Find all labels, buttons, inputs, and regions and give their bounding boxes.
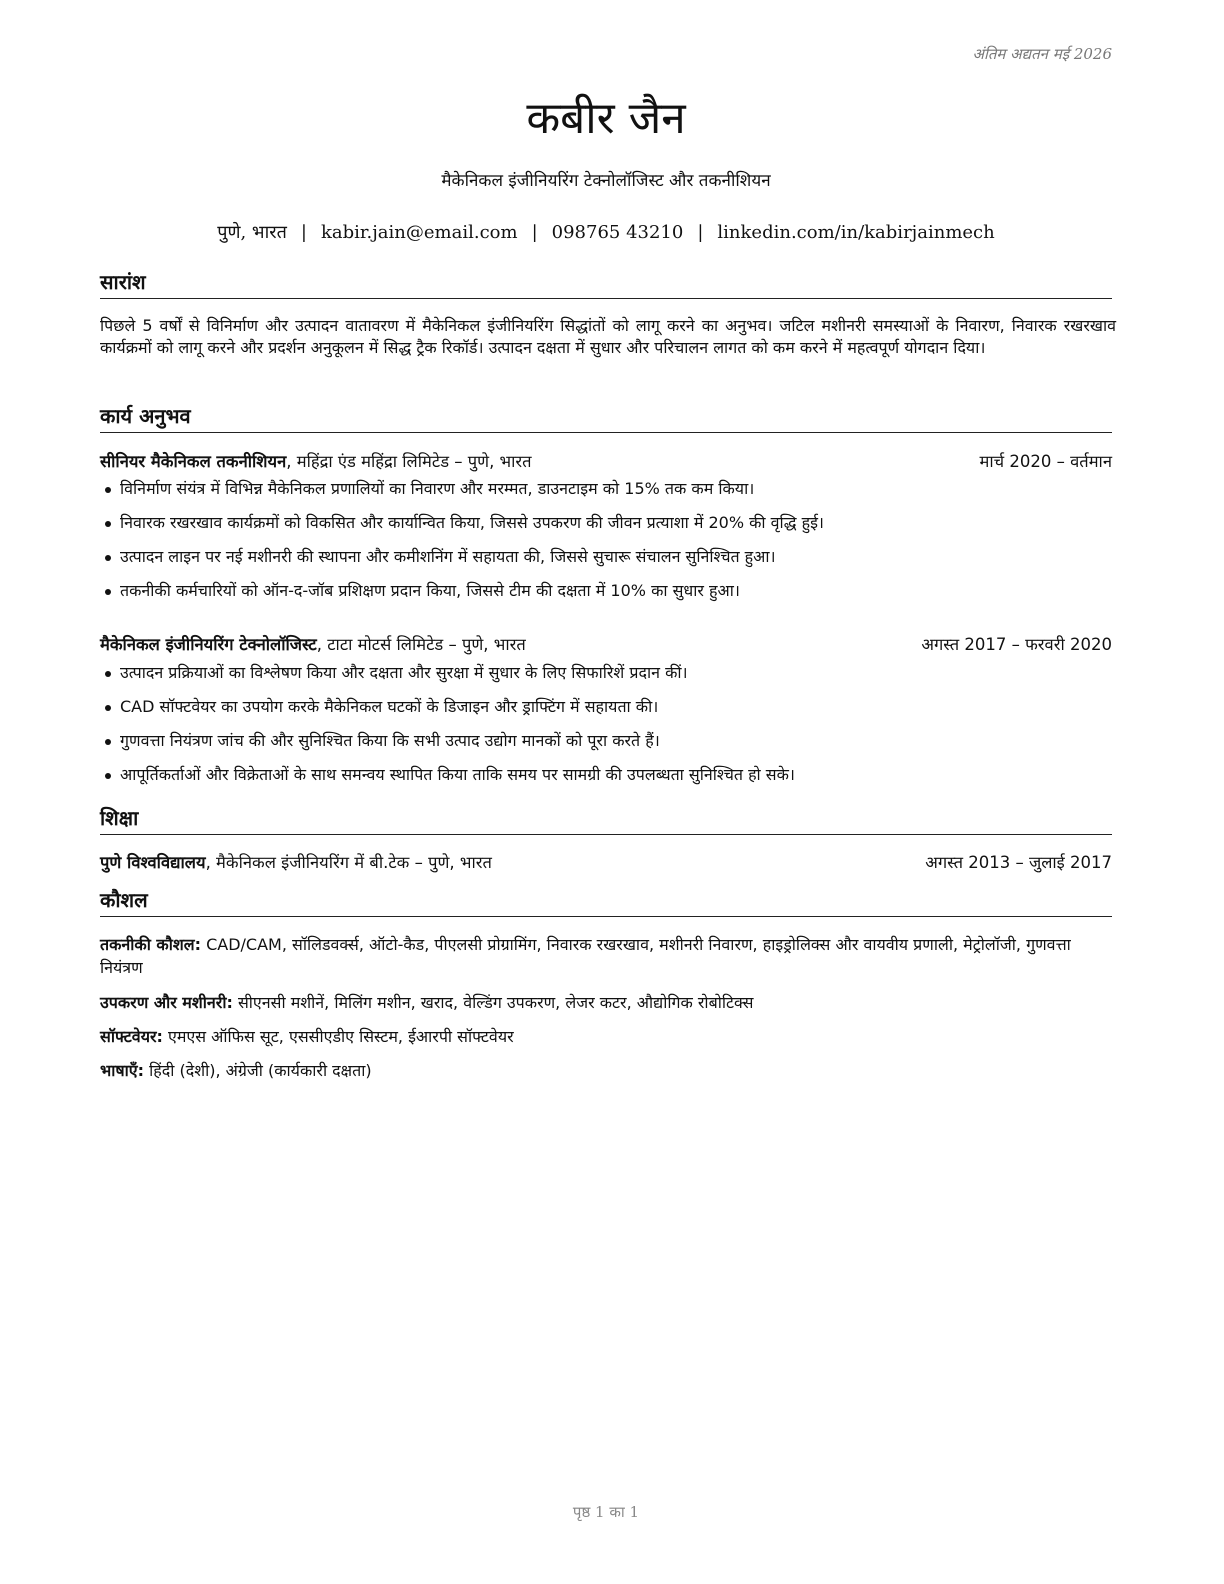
list-item — [100, 764, 1112, 798]
skill-value: CAD/CAM, सॉलिडवर्क्स, ऑटो-कैड, पीएलसी प्रोग्रामिंग, निवारक रखरखाव, मशीनरी निवारण, हाइड्रोलिक्स और वायवीय प्रणाली, मेट्रोलॉजी, गुणवत्ता नियंत्रण — [100, 935, 1071, 977]
skill-label: भाषाएँ: — [100, 1061, 145, 1080]
contact-line — [100, 220, 1112, 244]
bullet-text: निवारक रखरखाव कार्यक्रमों को विकसित और कार्यान्वित किया, जिससे उपकरण की जीवन प्रत्याशा में 20% की वृद्धि हुई। — [120, 513, 824, 532]
skill-value: सीएनसी मशीनें, मिलिंग मशीन, खराद, वेल्डिंग उपकरण, लेजर कटर, औद्योगिक रोबोटिक्स — [232, 993, 754, 1012]
list-item — [100, 478, 1112, 512]
skill-row — [100, 1025, 1116, 1048]
contact-separator: | — [531, 222, 538, 243]
contact-location: पुणे, भारत — [217, 222, 287, 243]
bullet-dot — [105, 555, 111, 561]
job-bullets — [100, 478, 1112, 614]
job-role: सीनियर मैकेनिकल तकनीशियन — [100, 452, 287, 471]
bullet-text: तकनीकी कर्मचारियों को ऑन-द-जॉब प्रशिक्षण प्रदान किया, जिससे टीम की दक्षता में 10% का सुधार हुआ। — [120, 581, 740, 600]
page-number: पृष्ठ 1 का 1 — [572, 1503, 640, 1521]
education-dates: अगस्त 2013 – जुलाई 2017 — [925, 853, 1112, 872]
bullet-text: उत्पादन प्रक्रियाओं का विश्लेषण किया और दक्षता और सुरक्षा में सुधार के लिए सिफारिशें प्रदान कीं। — [120, 663, 688, 682]
list-item — [100, 696, 1112, 730]
list-item — [100, 546, 1112, 580]
bullet-text: विनिर्माण संयंत्र में विभिन्न मैकेनिकल प्रणालियों का निवारण और मरम्मत, डाउनटाइम को 15% तक कम किया। — [120, 479, 755, 498]
bullet-text: CAD सॉफ्टवेयर का उपयोग करके मैकेनिकल घटकों के डिजाइन और ड्राफ्टिंग में सहायता की। — [120, 697, 659, 716]
contact-phone: 098765 43210 — [551, 222, 684, 243]
job-company: , महिंद्रा एंड महिंद्रा लिमिटेड – पुणे, भारत — [286, 452, 532, 471]
job-role: मैकेनिकल इंजीनियरिंग टेक्नोलॉजिस्ट — [100, 635, 317, 654]
last-updated: अंतिम अद्यतन मई 2026 — [972, 45, 1112, 63]
education-entry — [100, 850, 1112, 874]
summary-heading: सारांश — [100, 268, 1112, 299]
bullet-dot — [105, 671, 111, 677]
list-item — [100, 512, 1112, 546]
bullet-text: गुणवत्ता नियंत्रण जांच की और सुनिश्चित किया कि सभी उत्पाद उद्योग मानकों को पूरा करते हैं। — [120, 731, 660, 750]
bullet-dot — [105, 589, 111, 595]
skills-heading: कौशल — [100, 886, 1112, 917]
job-company: , टाटा मोटर्स लिमिटेड – पुणे, भारत — [316, 635, 526, 654]
skill-value: एमएस ऑफिस सूट, एससीएडीए सिस्टम, ईआरपी सॉफ्टवेयर — [162, 1027, 514, 1046]
skill-value: हिंदी (देशी), अंग्रेजी (कार्यकारी दक्षता) — [144, 1061, 372, 1080]
contact-linkedin[interactable]: linkedin.com/in/kabirjainmech — [717, 222, 995, 243]
summary-text: पिछले 5 वर्षों से विनिर्माण और उत्पादन वातावरण में मैकेनिकल इंजीनियरिंग सिद्धांतों को लागू करने का अनुभव। जटिल मशीनरी समस्याओं के निवारण, निवारक रखरखाव कार्यक्रमों को लागू करने और प्रदर्शन अनुकूलन में सिद्ध ट्रैक रिकॉर्ड। उत्पादन दक्षता में सुधार और परिचालन लागत को कम करने में महत्वपूर्ण योगदान दिया। — [100, 316, 1116, 357]
skill-label: तकनीकी कौशल: — [100, 935, 201, 954]
skill-row — [100, 933, 1116, 979]
education-degree: , मैकेनिकल इंजीनियरिंग में बी.टेक – पुणे, भारत — [205, 853, 492, 872]
skill-row — [100, 1059, 1116, 1082]
resume-page — [100, 0, 1116, 1584]
bullet-text: आपूर्तिकर्ताओं और विक्रेताओं के साथ समन्वय स्थापित किया ताकि समय पर सामग्री की उपलब्धता सुनिश्चित हो सके। — [120, 765, 795, 784]
bullet-dot — [105, 705, 111, 711]
job-bullets — [100, 662, 1112, 798]
experience-heading: कार्य अनुभव — [100, 402, 1112, 433]
bullet-dot — [105, 521, 111, 527]
contact-email[interactable]: kabir.jain@email.com — [320, 222, 518, 243]
bullet-dot — [105, 773, 111, 779]
bullet-text: उत्पादन लाइन पर नई मशीनरी की स्थापना और कमीशनिंग में सहायता की, जिससे सुचारू संचालन सुनिश्चित हुआ। — [120, 547, 776, 566]
skill-row — [100, 991, 1116, 1014]
skill-label: सॉफ्टवेयर: — [100, 1027, 163, 1046]
job-dates: अगस्त 2017 – फरवरी 2020 — [921, 635, 1112, 654]
bullet-dot — [105, 487, 111, 493]
list-item — [100, 580, 1112, 614]
bullet-dot — [105, 739, 111, 745]
education-school: पुणे विश्वविद्यालय — [100, 853, 206, 872]
skill-label: उपकरण और मशीनरी: — [100, 993, 233, 1012]
candidate-name: कबीर जैन — [526, 93, 686, 144]
list-item — [100, 730, 1112, 764]
job-header — [100, 449, 1112, 473]
list-item — [100, 662, 1112, 696]
education-heading: शिक्षा — [100, 804, 1112, 835]
contact-separator: | — [697, 222, 704, 243]
contact-separator: | — [300, 222, 307, 243]
job-header — [100, 632, 1112, 656]
candidate-title: मैकेनिकल इंजीनियरिंग टेक्नोलॉजिस्ट और तकनीशियन — [441, 171, 771, 191]
job-dates: मार्च 2020 – वर्तमान — [979, 452, 1112, 471]
